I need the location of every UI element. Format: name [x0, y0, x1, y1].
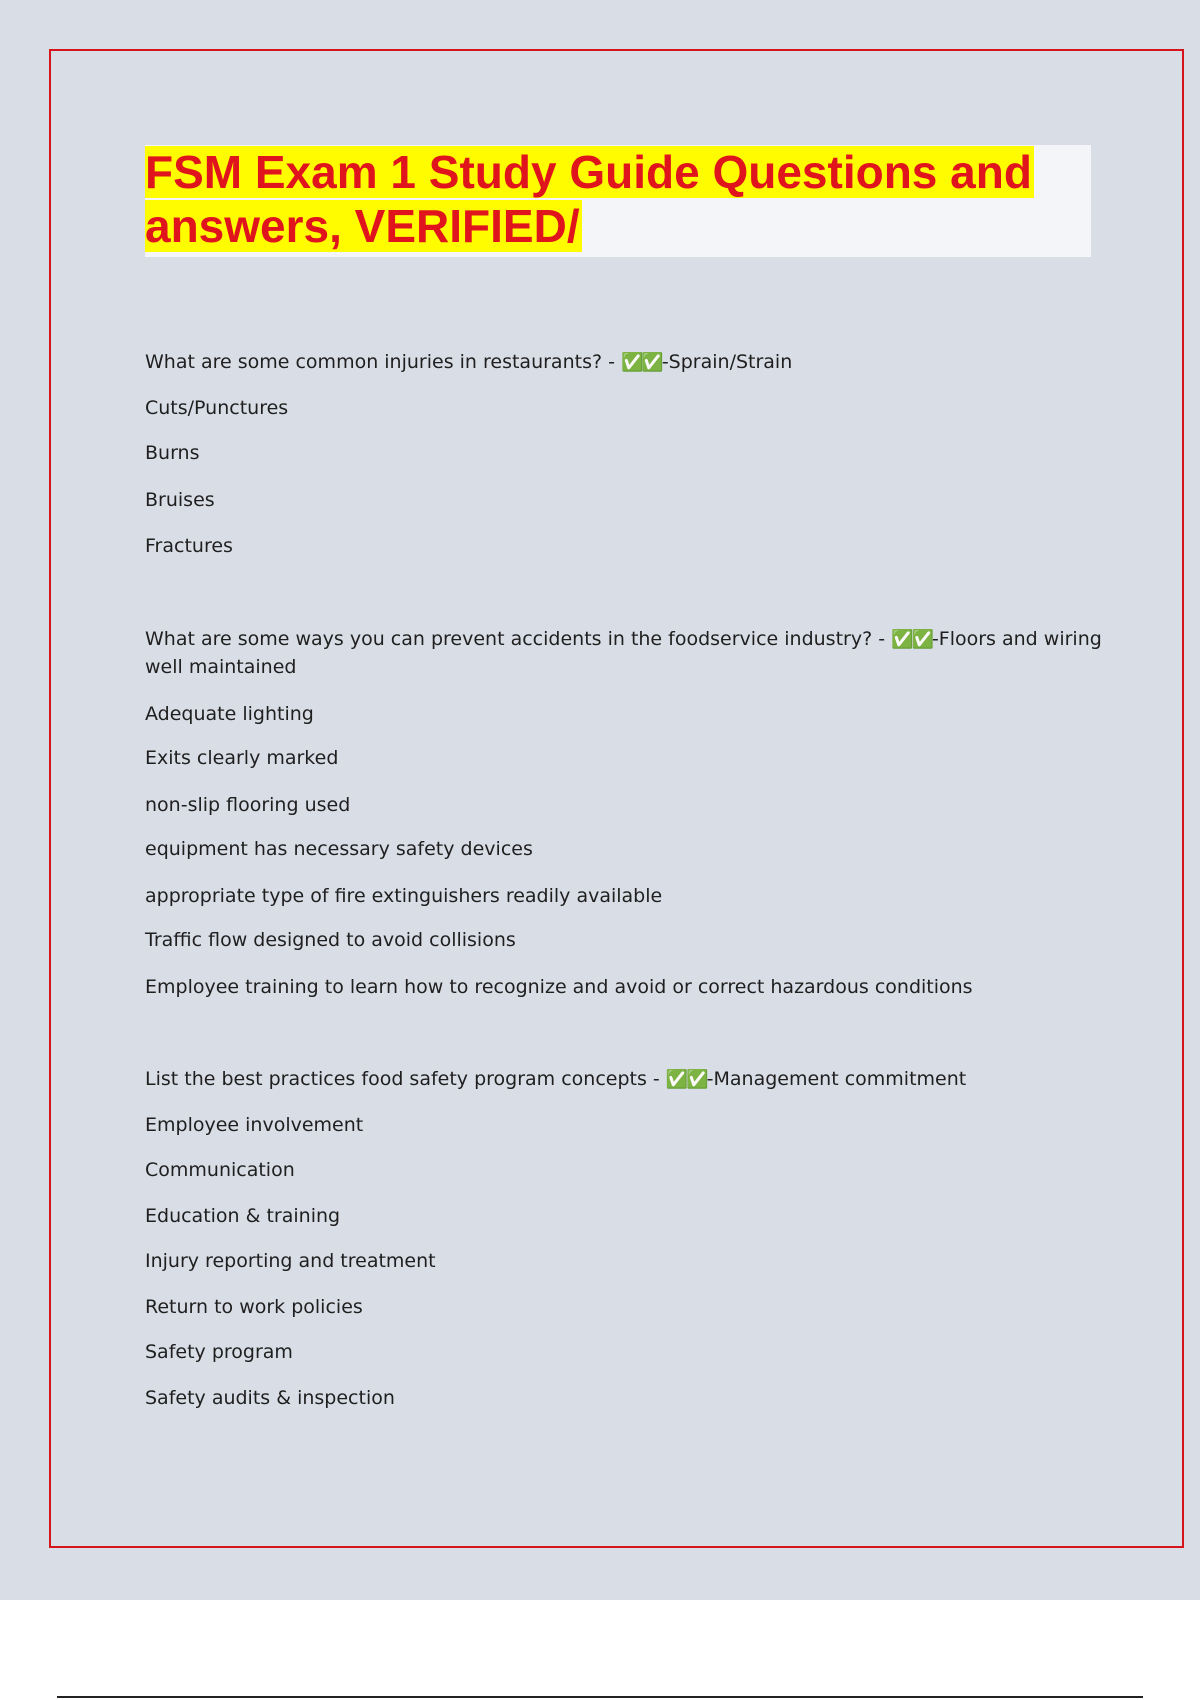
- answer-item: Employee training to learn how to recognize and avoid or correct hazardous conditions: [145, 976, 973, 998]
- answer-item: Adequate lighting: [145, 703, 314, 725]
- answer-item: Education & training: [145, 1205, 341, 1227]
- answer-first: -Management commitment: [706, 1068, 967, 1090]
- question-1: [145, 348, 1085, 377]
- title-block: [145, 145, 1091, 257]
- title-line-1: FSM Exam 1 Study Guide Questions and: [145, 146, 1032, 198]
- answer-item: Exits clearly marked: [145, 747, 339, 769]
- question-text: List the best practices food safety program concepts -: [145, 1068, 666, 1090]
- answer-item: Traffic flow designed to avoid collisions: [145, 929, 516, 951]
- answer-item: Cuts/Punctures: [145, 397, 289, 419]
- question-text: What are some common injuries in restaurants? -: [145, 351, 621, 373]
- title-line-2: answers, VERIFIED/: [145, 200, 580, 252]
- answer-item: non-slip flooring used: [145, 794, 351, 816]
- answer-item: Communication: [145, 1159, 295, 1181]
- double-check-icon: ✅✅: [620, 352, 662, 373]
- double-check-icon: ✅✅: [665, 1069, 707, 1090]
- answer-first-continued: well maintained: [145, 656, 297, 678]
- question-3: [145, 1065, 1085, 1094]
- page-title: [145, 145, 1091, 253]
- answer-item: Injury reporting and treatment: [145, 1250, 436, 1272]
- answer-item: Return to work policies: [145, 1296, 363, 1318]
- answer-first: -Sprain/Strain: [661, 351, 793, 373]
- answer-item: Safety audits & inspection: [145, 1387, 395, 1409]
- answer-item: equipment has necessary safety devices: [145, 838, 533, 860]
- answer-item: Safety program: [145, 1341, 293, 1363]
- double-check-icon: ✅✅: [891, 629, 932, 650]
- answer-item: Fractures: [145, 535, 233, 557]
- footer-divider: [57, 1696, 1143, 1698]
- answer-item: appropriate type of fire extinguishers readily available: [145, 885, 663, 907]
- question-2: [145, 625, 1102, 654]
- answer-item: Employee involvement: [145, 1114, 364, 1136]
- answer-item: Bruises: [145, 489, 215, 511]
- answer-first: -Floors and wiring: [931, 628, 1102, 650]
- question-text: What are some ways you can prevent accidents in the foodservice industry? -: [145, 628, 892, 650]
- answer-item: Burns: [145, 442, 200, 464]
